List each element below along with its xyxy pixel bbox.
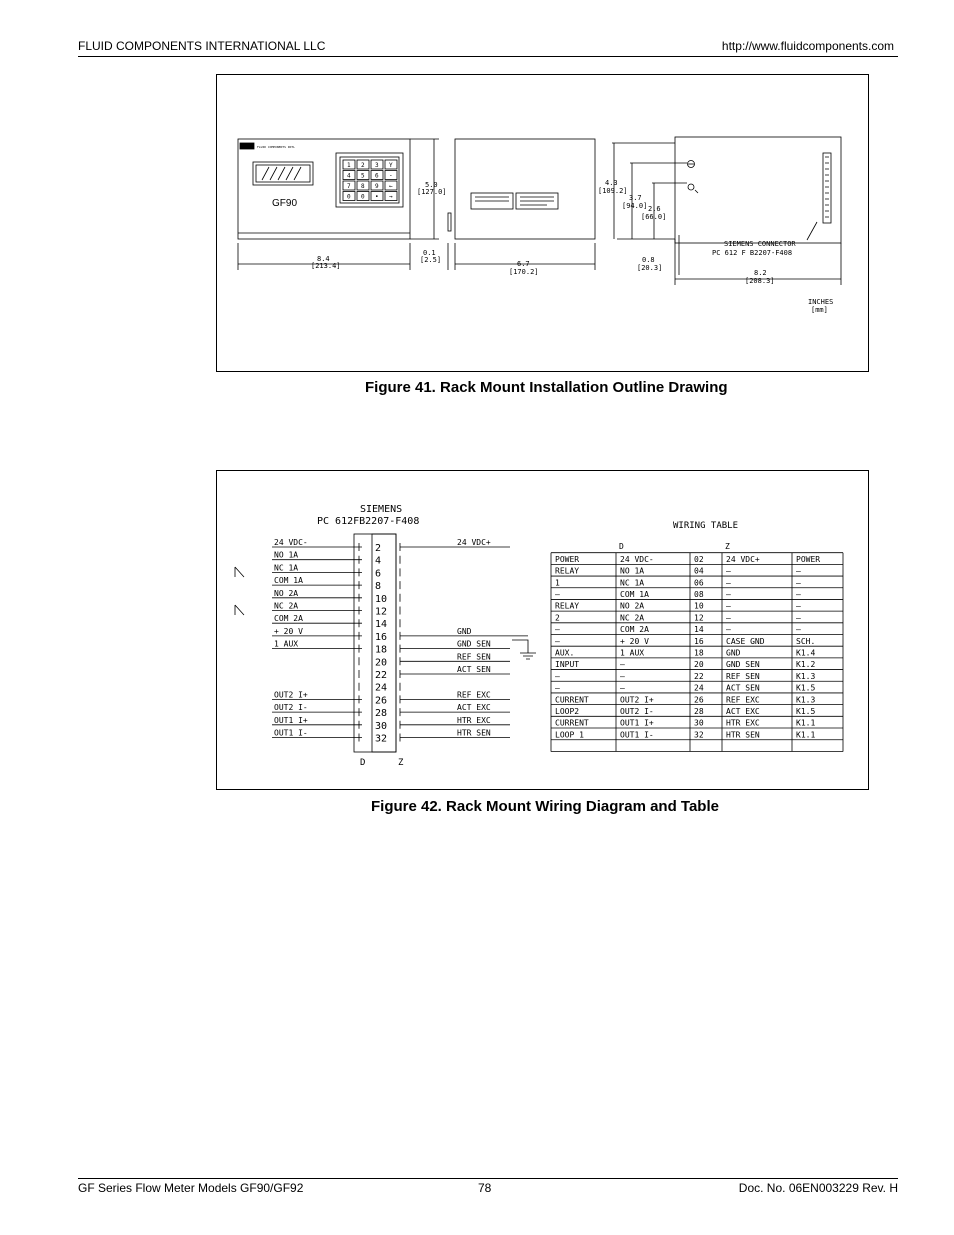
table-cell: RELAY (555, 601, 580, 611)
table-cell: OUT1 I+ (620, 718, 654, 728)
dim-w82-mm: [208.3] (745, 277, 775, 285)
table-cell: NC 1A (620, 578, 645, 588)
left-wire-label: 24 VDC- (274, 538, 308, 547)
rear-panel (675, 137, 841, 243)
connector-label-2: PC 612 F B2207-F408 (712, 249, 793, 257)
right-wire-label: ACT SEN (457, 665, 491, 674)
table-cell: CURRENT (555, 695, 589, 705)
pin-number: 24 (375, 682, 388, 694)
table-cell: – (726, 613, 731, 623)
pin-number: 22 (375, 670, 388, 681)
table-cell: – (796, 625, 801, 635)
keypad-key-label: Y (389, 162, 393, 169)
left-wires (272, 538, 362, 738)
footer-doc-title: GF Series Flow Meter Models GF90/GF92 (78, 1181, 304, 1195)
table-cell: – (620, 683, 625, 693)
table-cell: 18 (694, 648, 704, 658)
table-cell: 20 (694, 660, 704, 670)
table-header-cell: D (619, 542, 624, 551)
table-cell: OUT2 I- (620, 707, 654, 716)
table-cell: K1.5 (796, 707, 816, 716)
pin-number: 14 (375, 619, 388, 631)
left-wire-label: OUT1 I+ (274, 715, 308, 725)
table-cell: 2 (555, 613, 560, 623)
pin-number: 30 (375, 720, 388, 732)
table-header-cell: Z (725, 542, 730, 551)
dim-d67-mm: [170.2] (509, 268, 539, 276)
right-wire-label: REF SEN (457, 652, 491, 662)
left-wire-label: COM 1A (274, 576, 303, 586)
left-wire-label: NO 2A (274, 588, 299, 598)
wiring-table-title: WIRING TABLE (673, 521, 739, 531)
table-cell: – (555, 590, 560, 599)
dim-d08-mm: [20.3] (637, 264, 663, 272)
pin-number: 6 (375, 568, 382, 580)
left-wire-label: NO 1A (274, 550, 299, 560)
table-cell: – (555, 683, 560, 693)
right-wire-label: ACT EXC (457, 703, 491, 713)
table-cell: 26 (694, 695, 704, 705)
table-cell: K1.4 (796, 648, 816, 658)
dim-h26: 2.6 (648, 205, 661, 213)
table-cell: NO 1A (620, 566, 645, 576)
table-cell: 10 (694, 601, 704, 611)
table-cell: + 20 V (620, 636, 649, 646)
table-cell: 08 (694, 590, 704, 599)
dim-w84: 8.4 (317, 255, 330, 263)
table-cell: REF EXC (726, 695, 760, 705)
pin-number: 28 (375, 708, 388, 720)
right-wire-label: 24 VDC+ (457, 538, 491, 547)
figure-42-caption: Figure 42. Rack Mount Wiring Diagram and Table (371, 798, 719, 815)
dim-h37-mm: [94.0] (622, 202, 648, 210)
keypad-key-label: 4 (347, 172, 351, 180)
table-cell: CURRENT (555, 718, 589, 728)
table-cell: 28 (694, 707, 704, 716)
dim-d67: 6.7 (517, 260, 530, 268)
pin-number: 2 (375, 543, 382, 554)
table-cell: K1.3 (796, 671, 816, 681)
table-cell: COM 2A (620, 625, 649, 635)
front-view (238, 139, 410, 239)
table-cell: 02 (694, 554, 704, 564)
table-cell: K1.3 (796, 695, 816, 705)
table-cell: GND (726, 648, 741, 658)
dim-w84-mm: [213.4] (311, 262, 341, 270)
keypad-key-label: 8 (361, 183, 365, 190)
front-panel (238, 139, 410, 239)
footer-rule (78, 1178, 898, 1179)
keypad-key-label: 1 (347, 162, 351, 169)
dim-h50-mm: [127.0] (417, 188, 447, 196)
table-cell: 24 VDC+ (726, 554, 760, 564)
table-cell: 16 (694, 636, 704, 646)
keypad-keys (343, 160, 397, 201)
table-cell: 04 (694, 566, 704, 576)
table-cell: – (796, 590, 801, 599)
table-cell: – (555, 636, 560, 646)
keypad-key-label: • (375, 193, 379, 201)
table-cell: 24 VDC- (620, 554, 654, 564)
dim-w82: 8.2 (754, 269, 767, 277)
model-label: GF90 (272, 198, 298, 209)
table-cell: – (796, 566, 801, 576)
table-cell: REF SEN (726, 671, 760, 681)
pin-number: 20 (375, 657, 388, 669)
pin-number: 10 (375, 593, 388, 605)
left-wire-label: OUT2 I- (274, 703, 308, 713)
table-cell: INPUT (555, 660, 580, 670)
table-cell: LOOP2 (555, 707, 580, 716)
table-cell: OUT2 I+ (620, 695, 654, 705)
table-cell: POWER (796, 554, 821, 564)
table-cell: COM 1A (620, 590, 649, 599)
table-cell: NO 2A (620, 601, 645, 611)
pin-number: 16 (375, 631, 388, 643)
keypad-key-label: 0 (361, 193, 365, 201)
left-wire-label: OUT1 I- (274, 728, 308, 738)
dim-h37: 3.7 (629, 194, 642, 202)
pin-number: 12 (375, 606, 388, 618)
left-wire-label: NC 1A (274, 563, 299, 573)
table-cell: 30 (694, 718, 704, 728)
table-cell: POWER (555, 554, 580, 564)
table-cell: 1 AUX (620, 648, 645, 658)
dim-h43: 4.3 (605, 179, 618, 187)
keypad-key-label: 0 (347, 193, 351, 201)
table-cell: AUX. (555, 648, 575, 658)
footer-doc-number: Doc. No. 06EN003229 Rev. H (738, 1181, 898, 1195)
figure-41-caption: Figure 41. Rack Mount Installation Outline Drawing (365, 379, 728, 396)
table-cell: – (555, 625, 560, 635)
column-d-label: D (360, 758, 366, 768)
keypad-key-label: 3 (375, 162, 379, 169)
table-cell: K1.5 (796, 683, 816, 693)
table-cell: ACT EXC (726, 707, 760, 716)
left-wire-label: COM 2A (274, 614, 303, 624)
table-cell: NC 2A (620, 613, 645, 623)
table-cell: OUT1 I- (620, 730, 654, 740)
right-wire-label: GND (457, 626, 472, 636)
table-cell: – (726, 625, 731, 635)
right-wire-label: GND SEN (457, 639, 491, 649)
table-cell: – (726, 601, 731, 611)
dim-h50: 5.0 (425, 181, 438, 189)
figure-42-wiring-diagram (216, 470, 869, 790)
table-cell: ACT SEN (726, 683, 760, 693)
keypad-key-label: 6 (375, 172, 379, 180)
table-cell: GND SEN (726, 660, 760, 670)
pin-number: 18 (375, 644, 388, 656)
side-panel (455, 139, 595, 239)
table-cell: – (796, 613, 801, 623)
table-cell: – (726, 578, 731, 588)
terminal-pins (359, 543, 400, 745)
figure-41-outline-drawing (216, 74, 869, 372)
pin-number: 8 (375, 581, 382, 593)
keypad-key-label: 9 (375, 183, 379, 190)
left-wire-label: OUT2 I+ (274, 690, 308, 700)
table-cell: – (620, 671, 625, 681)
right-wire-label: HTR SEN (457, 728, 491, 738)
keypad-key-label: - (389, 172, 393, 180)
right-wires (400, 538, 528, 738)
header-rule (78, 56, 898, 57)
table-cell: 24 (694, 683, 704, 693)
table-cell: 12 (694, 613, 704, 623)
front-display (253, 162, 313, 185)
table-cell: RELAY (555, 566, 580, 576)
table-cell: HTR SEN (726, 730, 760, 740)
keypad-key-label: 5 (361, 172, 365, 180)
table-cell: – (796, 578, 801, 588)
units-inches: INCHES (808, 298, 834, 306)
table-cell: CASE GND (726, 636, 765, 646)
table-cell: – (796, 601, 801, 611)
dim-d08: 0.8 (642, 256, 655, 264)
table-cell: 22 (694, 671, 704, 681)
wiring-table (551, 542, 843, 752)
dim-d01: 0.1 (423, 249, 436, 257)
pin-number: 26 (375, 695, 388, 707)
table-cell: SCH. (796, 636, 816, 646)
dim-d01-mm: [2.5] (420, 256, 442, 264)
keypad-key-label: → (389, 193, 393, 201)
front-dims (238, 139, 447, 270)
table-cell: – (620, 660, 625, 670)
keypad-key-label: 7 (347, 183, 351, 190)
left-wire-label: NC 2A (274, 601, 299, 611)
table-cell: – (555, 671, 560, 681)
pin-number: 4 (375, 555, 382, 567)
left-wire-label: + 20 V (274, 626, 303, 636)
rear-view (598, 137, 841, 314)
dim-h43-mm: [109.2] (598, 187, 628, 195)
table-cell: – (726, 590, 731, 599)
footer-page-number: 78 (478, 1181, 492, 1195)
table-cell: HTR EXC (726, 718, 760, 728)
table-cell: 1 (555, 578, 560, 588)
table-cell: K1.2 (796, 660, 816, 670)
right-wire-label: HTR EXC (457, 715, 491, 725)
right-wire-label: REF EXC (457, 690, 491, 700)
dim-h26-mm: [66.0] (641, 213, 667, 221)
connector-label-1: SIEMENS CONNECTOR (724, 240, 796, 248)
table-cell: – (726, 566, 731, 576)
connector-part-number: PC 612FB2207-F408 (317, 516, 420, 527)
keypad-key-label: ← (389, 183, 393, 190)
table-cell: 06 (694, 578, 704, 588)
header-url[interactable]: http://www.fluidcomponents.com (721, 39, 894, 53)
table-cell: 32 (694, 730, 704, 740)
svg-text:FLUID COMPONENTS INTL: FLUID COMPONENTS INTL (257, 145, 295, 149)
units-mm: [mm] (811, 306, 828, 314)
side-view (420, 139, 595, 276)
column-z-label: Z (398, 758, 404, 768)
left-wire-label: 1 AUX (274, 639, 299, 649)
table-cell: K1.1 (796, 718, 816, 728)
keypad-key-label: 2 (361, 162, 365, 169)
siemens-connector (823, 153, 831, 223)
header-company: FLUID COMPONENTS INTERNATIONAL LLC (78, 39, 326, 53)
siemens-title: SIEMENS (360, 504, 403, 515)
pin-number: 32 (375, 733, 388, 745)
table-cell: 14 (694, 625, 704, 635)
table-cell: K1.1 (796, 730, 816, 740)
table-cell: LOOP 1 (555, 730, 584, 740)
